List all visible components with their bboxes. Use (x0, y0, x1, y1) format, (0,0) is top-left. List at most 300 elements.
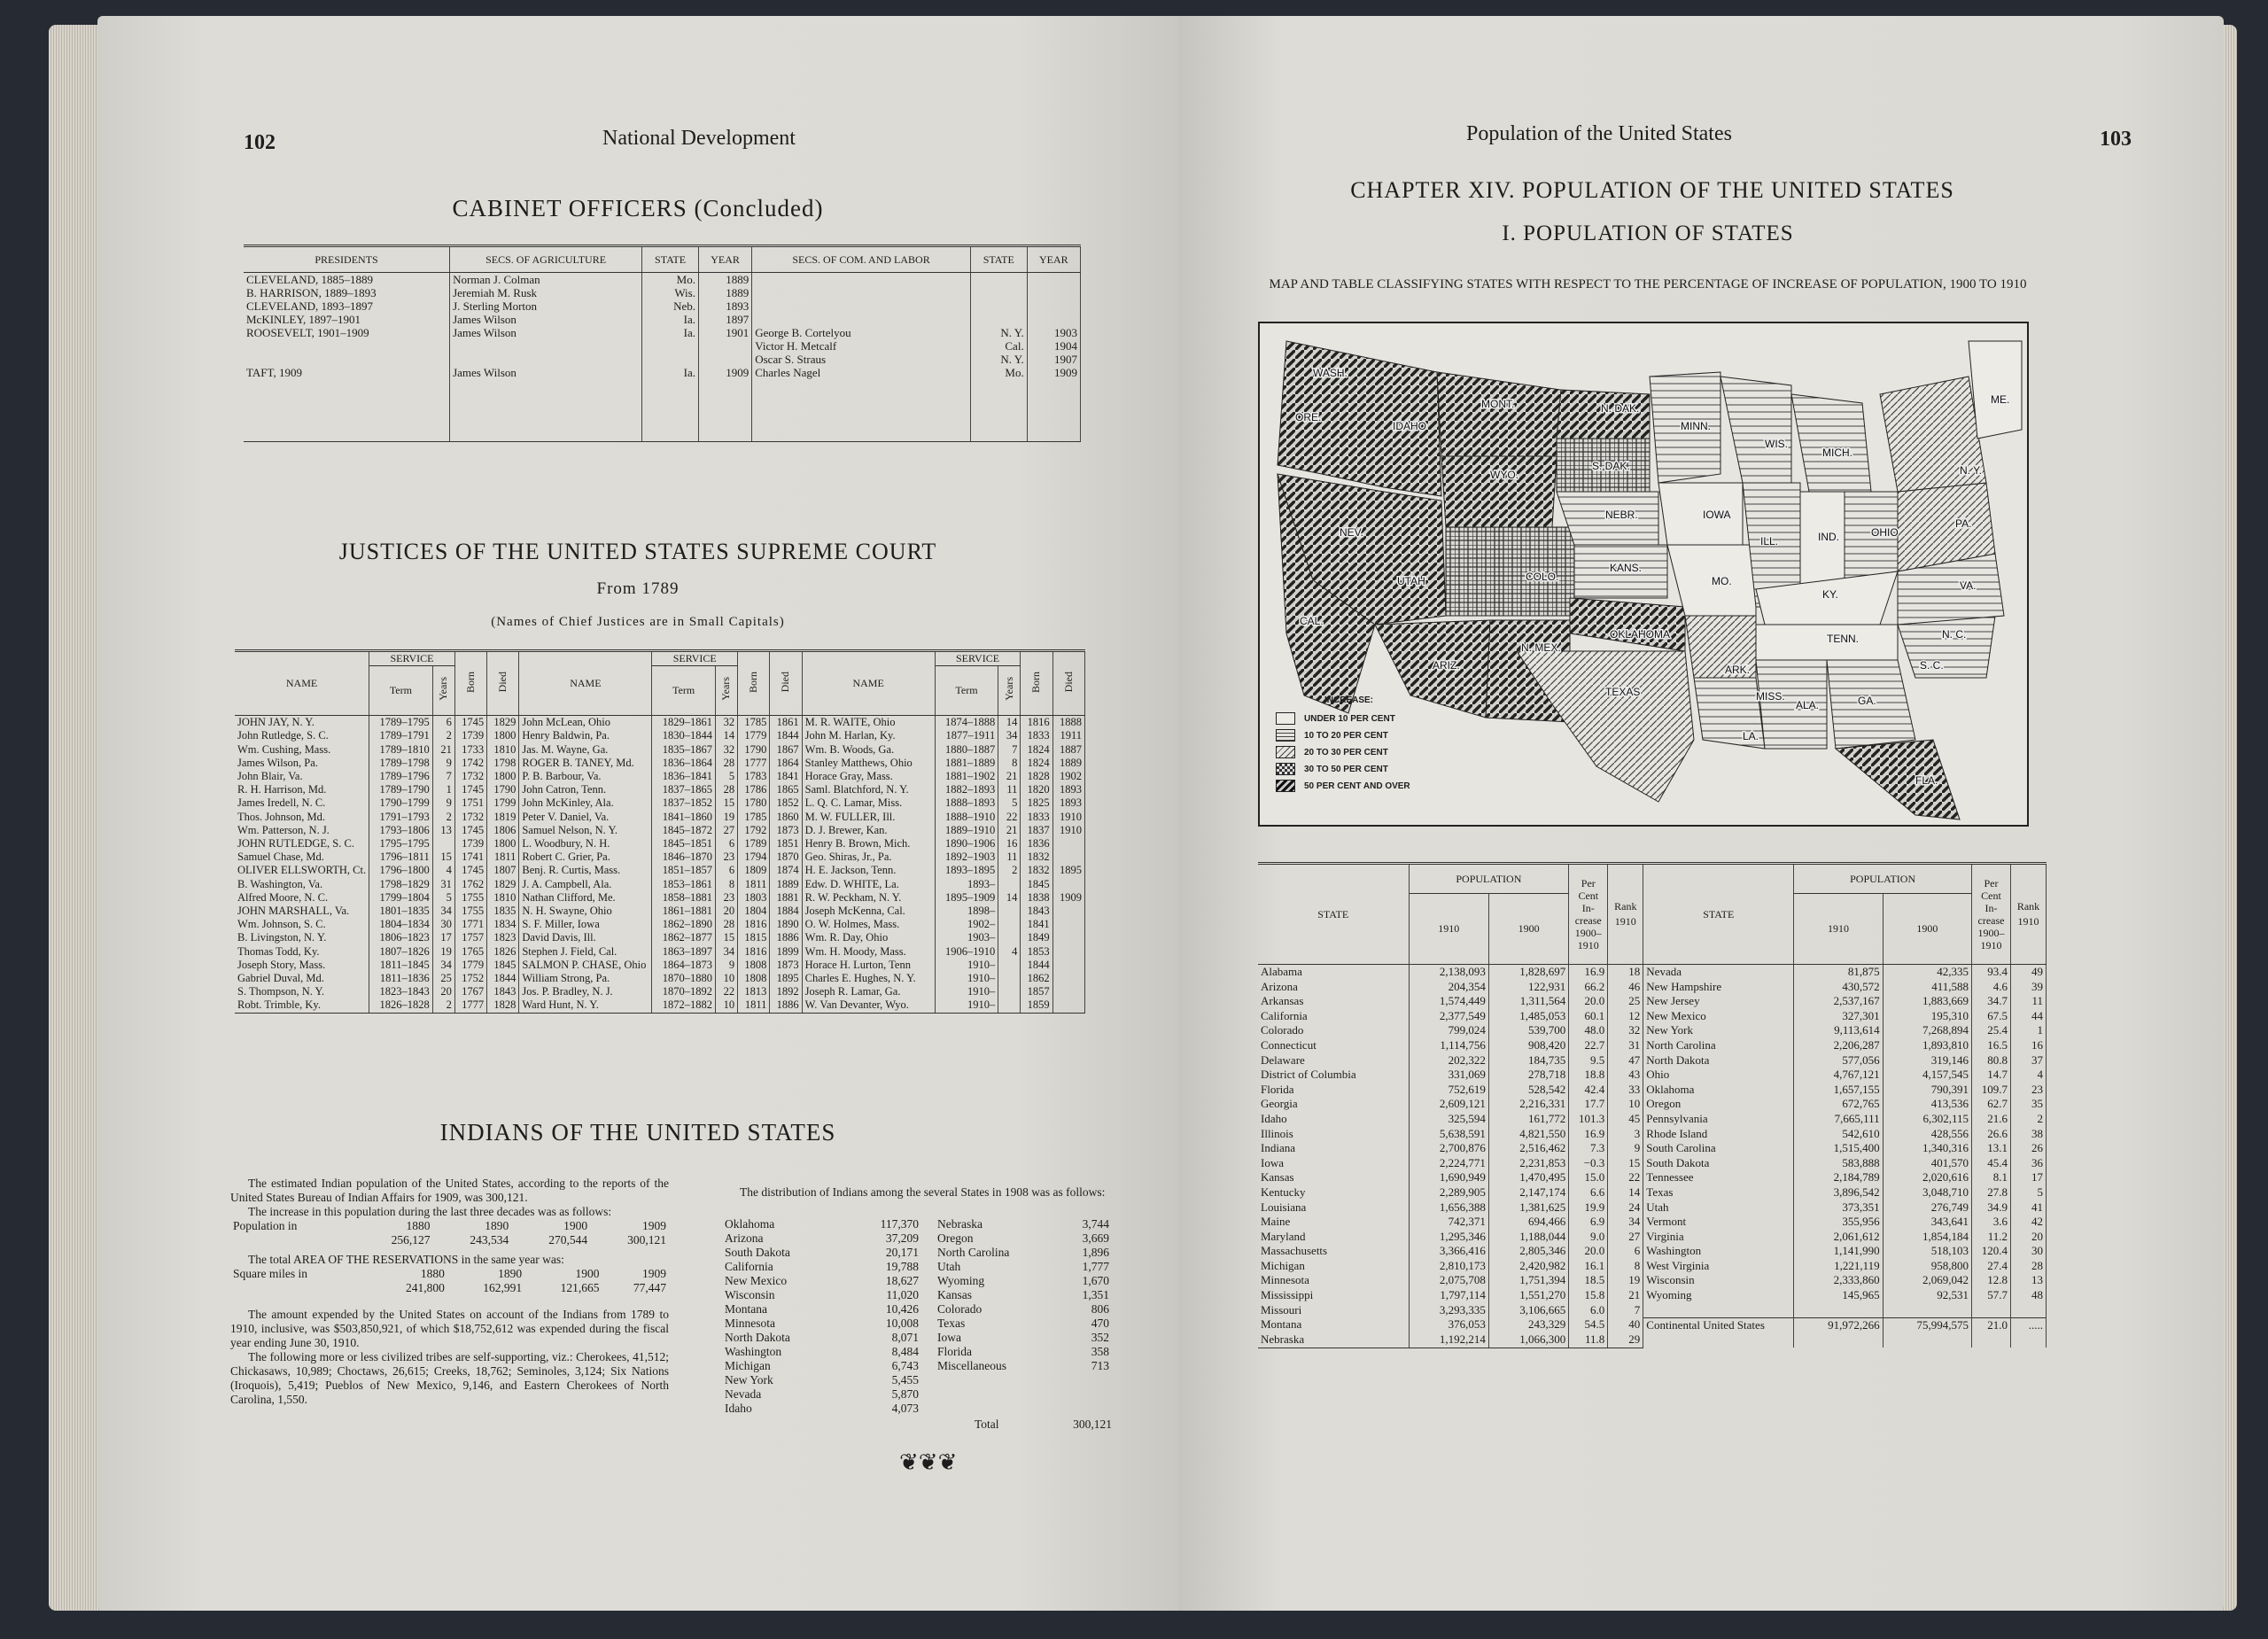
justice-cell: 1789 (738, 837, 770, 851)
table-row (244, 379, 1081, 441)
state-cell: 122,931 (1488, 980, 1568, 995)
table-row (244, 273, 1081, 287)
table-row (1258, 1200, 2047, 1216)
justice-cell: 1874 (770, 864, 802, 877)
cabinet-cell (1027, 379, 1080, 441)
justice-cell: 1807–1826 (369, 945, 433, 959)
state-cell: 1,515,400 (1794, 1141, 1883, 1156)
justice-cell: 1798–1829 (369, 878, 433, 891)
justice-cell: 1810 (487, 891, 519, 905)
justice-cell: 1790 (738, 743, 770, 757)
state-cell: 8.1 (1972, 1170, 2011, 1185)
state-cell: 184,735 (1488, 1053, 1568, 1068)
justice-cell: 1870–1880 (652, 972, 716, 985)
dist-intro: The distribution of Indians among the several States in 1908 was as follows: (740, 1185, 1106, 1199)
justice-cell: 1903– (935, 931, 998, 944)
justice-cell: 1742 (454, 757, 486, 770)
dist-state: Montana (725, 1302, 767, 1316)
justice-cell: 1777 (738, 757, 770, 770)
state-cell: 2 (2011, 1112, 2047, 1127)
state-cell: Utah (1643, 1200, 1794, 1216)
legend-label: 20 TO 30 PER CENT (1304, 747, 1388, 757)
map-state-label: OHIO (1871, 526, 1899, 539)
table-row (1258, 1244, 2047, 1259)
table-row (235, 757, 1085, 770)
justice-cell: Joseph Story, Mass. (235, 959, 369, 972)
state-cell: 1,295,346 (1409, 1230, 1488, 1245)
legend-swatch (1276, 763, 1295, 775)
cabinet-cell: Ia. (642, 313, 699, 326)
table-row (235, 959, 1085, 972)
justice-cell: 9 (432, 796, 454, 810)
dist-state: South Dakota (725, 1246, 790, 1259)
state-cell: Texas (1643, 1185, 1794, 1200)
justice-cell: 1898– (935, 905, 998, 918)
state-cell: 204,354 (1409, 980, 1488, 995)
justice-cell: 11 (998, 851, 1021, 864)
state-cell: 109.7 (1972, 1083, 2011, 1098)
justice-cell: 1825 (1021, 796, 1052, 810)
justice-cell: 1777 (454, 998, 486, 1013)
year-header: 1900 (1488, 894, 1568, 965)
cabinet-header: SECS. OF AGRICULTURE (450, 246, 642, 273)
state-cell: 23 (2011, 1083, 2047, 1098)
justice-cell: John Blair, Va. (235, 770, 369, 783)
list-item (935, 1288, 1112, 1302)
state-cell: 1,485,053 (1488, 1009, 1568, 1024)
state-cell: 2,537,167 (1794, 994, 1883, 1009)
justice-cell: Peter V. Daniel, Va. (519, 811, 652, 824)
list-item (722, 1260, 921, 1274)
justice-cell: 1785 (738, 716, 770, 730)
justice-cell: 1853 (1021, 945, 1052, 959)
justice-cell: 1889–1910 (935, 824, 998, 837)
state-cell: Nevada (1643, 965, 1794, 980)
state-cell: 13 (2011, 1273, 2047, 1288)
justice-cell: 1887 (1052, 743, 1084, 757)
state-cell: 1,657,155 (1794, 1083, 1883, 1098)
state-cell: 542,610 (1794, 1127, 1883, 1142)
justice-cell (1052, 945, 1084, 959)
state-cell: 1,690,949 (1409, 1170, 1488, 1185)
state-cell: 6 (1608, 1244, 1643, 1259)
justice-cell: 32 (716, 743, 738, 757)
empty-cell (2011, 1303, 2047, 1318)
state-cell: Delaware (1258, 1053, 1409, 1068)
state-cell: Iowa (1258, 1156, 1409, 1171)
dist-state: North Carolina (937, 1246, 1010, 1259)
page-number: 103 (2100, 128, 2132, 151)
cabinet-cell: Ia. (642, 326, 699, 339)
table-row (1258, 1023, 2047, 1038)
justice-cell: 1861–1881 (652, 905, 716, 918)
legend-item (1276, 780, 1410, 792)
justice-cell: 1745 (454, 864, 486, 877)
justice-cell: 1824 (1021, 743, 1052, 757)
justice-cell: 27 (716, 824, 738, 837)
years-label: Years (437, 677, 450, 701)
dist-state: Miscellaneous (937, 1359, 1006, 1372)
cabinet-cell: Wis. (642, 286, 699, 299)
state-cell: 16 (2011, 1038, 2047, 1053)
header-row (1258, 864, 2047, 894)
justice-cell: Benj. R. Curtis, Mass. (519, 864, 652, 877)
state-cell: 15.8 (1569, 1288, 1608, 1303)
justice-cell: 1881 (770, 891, 802, 905)
justice-cell (1052, 851, 1084, 864)
state-cell: Minnesota (1258, 1273, 1409, 1288)
years-label: Years (1002, 677, 1015, 701)
justice-cell: 1755 (454, 891, 486, 905)
justice-cell: 1793–1806 (369, 824, 433, 837)
state-header: STATE (1258, 864, 1409, 965)
cabinet-cell (450, 379, 642, 441)
justice-cell: 1832 (1021, 851, 1052, 864)
dist-value: 8,484 (891, 1345, 919, 1358)
map-legend (1276, 695, 1410, 796)
state-cell: 145,965 (1794, 1288, 1883, 1303)
state-cell: 1,751,394 (1488, 1273, 1568, 1288)
table-row (1258, 994, 2047, 1009)
justice-cell: 8 (716, 878, 738, 891)
justice-cell: 1841 (1021, 918, 1052, 931)
pct-header: Per Cent In- crease 1900–1910 (1569, 864, 1608, 965)
state-cell: 908,420 (1488, 1038, 1568, 1053)
dist-value: 18,627 (885, 1274, 919, 1287)
map-state-label: MICH. (1822, 447, 1852, 459)
state-cell: 325,594 (1409, 1112, 1488, 1127)
justice-cell: 1846–1870 (652, 851, 716, 864)
justice-cell: Thos. Johnson, Md. (235, 811, 369, 824)
year-header: 1910 (1794, 894, 1883, 965)
sq-value: 77,447 (633, 1281, 666, 1294)
map-state-label: WIS. (1765, 438, 1788, 450)
cabinet-cell: ROOSEVELT, 1901–1909 (244, 326, 450, 339)
state-cell: Colorado (1258, 1023, 1409, 1038)
born-label: Born (747, 671, 760, 693)
dist-value: 5,870 (891, 1387, 919, 1401)
state-cell: 4,157,545 (1883, 1068, 1971, 1083)
justice-cell: N. H. Swayne, Ohio (519, 905, 652, 918)
justice-cell: 1732 (454, 770, 486, 783)
justice-cell: 34 (432, 905, 454, 918)
justice-cell: 15 (716, 931, 738, 944)
justice-cell: Jos. P. Bradley, N. J. (519, 985, 652, 998)
justice-cell: 1803 (738, 891, 770, 905)
dist-state: Idaho (725, 1402, 752, 1415)
state-cell: 752,619 (1409, 1083, 1488, 1098)
state-cell: 2,069,042 (1883, 1273, 1971, 1288)
cabinet-cell: Jeremiah M. Rusk (450, 286, 642, 299)
state-cell: 428,556 (1883, 1127, 1971, 1142)
justice-cell: 1877–1911 (935, 729, 998, 742)
state-cell: 45 (1608, 1112, 1643, 1127)
cabinet-cell (698, 379, 751, 441)
table-row (1258, 1230, 2047, 1245)
cabinet-header: PRESIDENTS (244, 246, 450, 273)
dist-state: Arizona (725, 1231, 764, 1245)
justice-cell: 2 (432, 998, 454, 1013)
justice-cell (998, 905, 1021, 918)
cabinet-cell (752, 299, 971, 313)
cabinet-cell: 1893 (698, 299, 751, 313)
rank-header: Rank 1910 (2011, 864, 2047, 965)
justice-cell: 1789–1810 (369, 743, 433, 757)
justice-cell: L. Q. C. Lamar, Miss. (802, 796, 935, 810)
table-row (235, 998, 1085, 1013)
justice-cell: 20 (432, 985, 454, 998)
cabinet-cell: N. Y. (970, 353, 1027, 366)
dist-value: 10,008 (885, 1317, 919, 1330)
year: 1900 (575, 1267, 600, 1280)
state-cell: 1,141,990 (1794, 1244, 1883, 1259)
legend-label: 50 PER CENT AND OVER (1304, 781, 1410, 791)
justice-cell: 1816 (738, 918, 770, 931)
justice-cell: 1786 (738, 783, 770, 796)
justice-cell: 1853–1861 (652, 878, 716, 891)
state-cell: 9.0 (1569, 1230, 1608, 1245)
justice-cell: 1910– (935, 959, 998, 972)
cabinet-cell: B. HARRISON, 1889–1893 (244, 286, 450, 299)
justice-cell: 23 (716, 891, 738, 905)
sq-value: 241,800 (405, 1281, 445, 1294)
indians-p5: The following more or less civilized tribes are self-supporting, viz.: Cherokees, 41,512; Chickasaws, 10,989; Choctaws, 26,615; Creeks, 18,762; Seminoles, 3,124; Six Nations (Iroquois), 5,419; Pueblos of New Mexico, 9,146, and Eastern Cherokees of North Carolina, 1,550. (230, 1350, 669, 1406)
list-item (722, 1331, 921, 1345)
state-cell: Mississippi (1258, 1288, 1409, 1303)
justice-cell: 1835–1867 (652, 743, 716, 757)
list-item (935, 1274, 1112, 1288)
justice-cell: 1895 (1052, 864, 1084, 877)
dist-value: 1,777 (1082, 1260, 1109, 1273)
justice-cell (432, 837, 454, 851)
state-cell: 3.6 (1972, 1215, 2011, 1230)
justice-cell: 1890–1906 (935, 837, 998, 851)
justice-cell: 1789–1795 (369, 716, 433, 730)
state-cell: Louisiana (1258, 1200, 1409, 1216)
legend-swatch (1276, 712, 1295, 725)
justice-cell: 1834 (487, 918, 519, 931)
justice-cell: 1865 (770, 783, 802, 796)
state-cell: 7,268,894 (1883, 1023, 1971, 1038)
map-state-label: WYO. (1490, 469, 1518, 481)
state-cell: 1,893,810 (1883, 1038, 1971, 1053)
state-cell: 34.9 (1972, 1200, 2011, 1216)
justice-cell: 1893 (1052, 796, 1084, 810)
justice-cell: 1849 (1021, 931, 1052, 944)
state-cell: Georgia (1258, 1097, 1409, 1112)
justice-cell: 1858–1881 (652, 891, 716, 905)
cabinet-cell: Mo. (642, 273, 699, 287)
justice-cell: Samuel Nelson, N. Y. (519, 824, 652, 837)
map-caption: MAP AND TABLE CLASSIFYING STATES WITH RESPECT TO THE PERCENTAGE OF INCREASE OF POPULATION, 1900 TO 1910 (1269, 277, 2027, 291)
state-cell: 24 (1608, 1200, 1643, 1216)
list-item (722, 1302, 921, 1317)
year: 1909 (642, 1267, 666, 1280)
state-cell: Indiana (1258, 1141, 1409, 1156)
map-state-label: WASH. (1313, 367, 1348, 379)
justice-cell: 1845 (487, 959, 519, 972)
dist-col-1 (722, 1217, 921, 1416)
justice-cell: P. B. Barbour, Va. (519, 770, 652, 783)
justice-cell: 13 (432, 824, 454, 837)
justice-cell: 1893 (1052, 783, 1084, 796)
state-cell: 319,146 (1883, 1053, 1971, 1068)
dist-state: Iowa (937, 1331, 961, 1344)
justice-cell: 9 (716, 959, 738, 972)
us-population-map (1258, 322, 2029, 827)
justice-cell: 19 (432, 945, 454, 959)
died-header (487, 651, 519, 716)
cabinet-cell: 1907 (1027, 353, 1080, 366)
name-header: NAME (235, 651, 369, 716)
justice-cell: 1824 (1021, 757, 1052, 770)
state-cell: 355,956 (1794, 1215, 1883, 1230)
state-cell: 42,335 (1883, 965, 1971, 980)
justice-cell: 1881–1889 (935, 757, 998, 770)
pop-value: 270,544 (548, 1233, 588, 1247)
year: 1909 (642, 1219, 666, 1232)
justice-cell: L. Woodbury, N. H. (519, 837, 652, 851)
cabinet-cell (450, 339, 642, 353)
state-cell: 6,302,115 (1883, 1112, 1971, 1127)
cabinet-cell (1027, 299, 1080, 313)
state-cell: 1,066,300 (1488, 1332, 1568, 1348)
justice-cell: 1888–1910 (935, 811, 998, 824)
justice-cell: 2 (432, 729, 454, 742)
year-header: 1900 (1883, 894, 1971, 965)
justice-cell: Joseph R. Lamar, Ga. (802, 985, 935, 998)
state-cell: Vermont (1643, 1215, 1794, 1230)
dist-value: 20,171 (885, 1246, 919, 1259)
state-cell: 43 (1608, 1068, 1643, 1083)
justice-cell: 1874–1888 (935, 716, 998, 730)
justice-cell: James Wilson, Pa. (235, 757, 369, 770)
justice-cell: 1910 (1052, 811, 1084, 824)
dist-state: North Dakota (725, 1331, 790, 1344)
justice-cell: OLIVER ELLSWORTH, Ct. (235, 864, 369, 877)
cabinet-cell: 1889 (698, 273, 751, 287)
table-row (235, 878, 1085, 891)
justice-cell: JOHN RUTLEDGE, S. C. (235, 837, 369, 851)
justice-cell: 1881–1902 (935, 770, 998, 783)
justice-cell: 1 (432, 783, 454, 796)
legend-item (1276, 763, 1410, 775)
justice-cell: 1867 (770, 743, 802, 757)
cabinet-cell: Ia. (642, 366, 699, 379)
justice-cell: 1864–1873 (652, 959, 716, 972)
table-row (235, 945, 1085, 959)
justice-cell: 1783 (738, 770, 770, 783)
justice-cell: 1789–1791 (369, 729, 433, 742)
state-cell: 2,420,982 (1488, 1259, 1568, 1274)
state-cell: 343,641 (1883, 1215, 1971, 1230)
name-header: NAME (802, 651, 935, 716)
justice-cell: William Strong, Pa. (519, 972, 652, 985)
justice-cell: 1862 (1021, 972, 1052, 985)
table-row (244, 299, 1081, 313)
state-cell: 1,854,184 (1883, 1230, 1971, 1245)
justice-cell: 1800 (487, 770, 519, 783)
justice-cell: 1844 (1021, 959, 1052, 972)
legend-item (1276, 746, 1410, 758)
table-row (1258, 1259, 2047, 1274)
justice-cell: 1890 (770, 918, 802, 931)
justice-cell: S. Thompson, N. Y. (235, 985, 369, 998)
legend-label: UNDER 10 PER CENT (1304, 713, 1395, 724)
indians-p4: The amount expended by the United States on account of the Indians from 1789 to 1910, inclusive, was $503,850,921, of which $18,752,612 was expended during the fiscal year ending June 30, 1910. (230, 1308, 669, 1349)
state-cell: Arkansas (1258, 994, 1409, 1009)
cabinet-cell: George B. Cortelyou (752, 326, 971, 339)
justice-cell: John McKinley, Ala. (519, 796, 652, 810)
map-state-label: N. C. (1942, 628, 1967, 641)
justice-cell: 2 (432, 811, 454, 824)
state-cell: 29 (1608, 1332, 1643, 1348)
state-cell: 26 (2011, 1141, 2047, 1156)
cabinet-cell: Charles Nagel (752, 366, 971, 379)
justice-cell: 1790 (487, 783, 519, 796)
cabinet-header: YEAR (1027, 246, 1080, 273)
map-state-label: ALA. (1796, 699, 1820, 711)
map-state-label: MONT. (1481, 398, 1515, 410)
justice-cell: 1843 (487, 985, 519, 998)
name-header: NAME (519, 651, 652, 716)
state-cell: Pennsylvania (1643, 1112, 1794, 1127)
justice-cell: Wm. B. Woods, Ga. (802, 743, 935, 757)
dist-state: Oklahoma (725, 1217, 775, 1231)
state-cell: 16.9 (1569, 1127, 1608, 1142)
justice-cell (998, 931, 1021, 944)
map-state-label: GA. (1858, 695, 1876, 707)
justice-cell: JOHN JAY, N. Y. (235, 716, 369, 730)
justice-cell: 11 (998, 783, 1021, 796)
map-state-label: IND. (1818, 531, 1839, 543)
service-header: SERVICE (369, 651, 455, 666)
list-item (722, 1345, 921, 1359)
dist-state: Oregon (937, 1231, 974, 1245)
justice-cell: 1889 (770, 878, 802, 891)
map-state-label: TEXAS (1605, 686, 1641, 698)
justice-cell: 1745 (454, 716, 486, 730)
year-header: 1910 (1409, 894, 1488, 965)
table-row (1258, 1332, 2047, 1348)
map-state-label: KANS. (1610, 562, 1643, 574)
dist-value: 1,896 (1082, 1246, 1109, 1259)
term-header: Term (369, 666, 433, 716)
justice-cell: 1819 (487, 811, 519, 824)
state-cell: 1,381,625 (1488, 1200, 1568, 1216)
justice-cell: 1799 (487, 796, 519, 810)
cabinet-cell: 1909 (698, 366, 751, 379)
justice-cell: 1739 (454, 837, 486, 851)
justice-cell: 1860 (770, 811, 802, 824)
state-cell: 411,588 (1883, 980, 1971, 995)
cabinet-cell: 1901 (698, 326, 751, 339)
dist-state: Nevada (725, 1387, 762, 1401)
state-cell: 327,301 (1794, 1009, 1883, 1024)
empty-cell (1883, 1303, 1971, 1318)
state-cell: Wyoming (1643, 1288, 1794, 1303)
justice-cell: 1762 (454, 878, 486, 891)
justice-cell: 14 (998, 891, 1021, 905)
justice-cell: 9 (432, 757, 454, 770)
state-cell: 12 (1608, 1009, 1643, 1024)
pop-label: Population in (233, 1219, 298, 1232)
justice-cell: 1811 (487, 851, 519, 864)
state-cell: 2,377,549 (1409, 1009, 1488, 1024)
justice-cell: 1841 (770, 770, 802, 783)
cabinet-cell (752, 273, 971, 287)
state-cell: Connecticut (1258, 1038, 1409, 1053)
